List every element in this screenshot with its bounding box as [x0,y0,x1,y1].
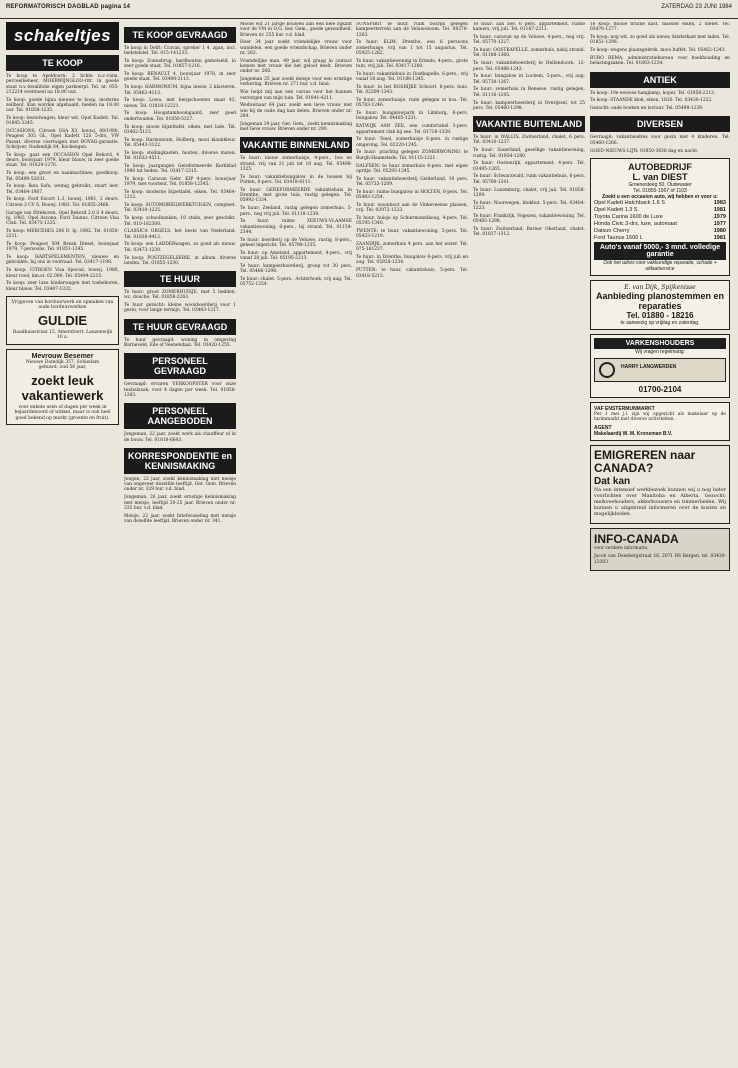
classified-ad: BURO REMA, administratiebureau voor boekhouding en belastingzaken. Tel. 01803-1234. [590,55,730,67]
classified-ad: Te huur: vakantieboerderij te Hellendoorn, 12-pers. Tel. 05486-1243. [473,61,585,72]
column-6 [590,22,730,1064]
classified-ad: Te koop: Peugeot 504 Break Diesel, bouwjaar 1979, 7-persoons. Tel. 01851-1345. [6,242,119,253]
classified-ad: Wie helpt mij aan een cursus voor het kunnen verzorgen van mijn tuin. Tel. 01841-4211. [240,90,352,101]
autobedrijf-ad [590,158,730,276]
autobedrijf-name: L. van DIEST [632,171,688,182]
classified-ad: Te koop: zeer luxe kinderwagen met toebehoren, kleur blauw. Tel. 03407-1332. [6,281,119,292]
classified-ad: Te huur: Noorwegen, blokhut, 5-pers. Tel. 03404-1223. [473,200,585,211]
classified-ad: TWENTE: te huur, vakantiewoning, 5-pers. Tel. 05433-1219. [356,229,468,240]
agent-ad-title: VAF ENSTERMUNMARKT [594,405,655,412]
classified-ad: Te koop: bestelwagen, kleur wit, Opel Kadett. Tel. 01845-2245. [6,116,119,127]
classified-ad: Te huur: in WALLIS, Zwitserland, chalet, 6 pers. Tel. 03410-1237. [473,135,585,146]
classified-ad: Te huur: Oostenrijk, appartement, 4-pers. Tel. 03495-1265. [473,161,585,172]
schakeltjes-logo: schakeltjes [6,22,119,50]
car-row [594,221,726,228]
classified-ad: OCCASIONS. Citroen GSA X3, bouwj. 08/1980, Peugeot 305 GL, Opel Kadett 12S 5-drs, VW Passat, diverse voertuigen met BOVAG-garantie. Schrijver, Oudendijk 84, Kockengen. [6,129,119,151]
car-row [594,207,726,214]
classified-ad: Te huur: vakantieboerderij Gelderland, 10 pers. Tel. 05733-1209. [356,176,468,187]
section-title: KORRESPONDENTIE en KENNISMAKING [124,448,236,474]
vakantiewerk-ad-line3: gehuwd, oud 56 jaar, [38,365,87,371]
car-row [594,200,726,207]
car-row [594,235,726,242]
section-title-vakantie-buitenland: VAKANTIE BUITENLAND [473,116,585,132]
car-model: Honda Civic 3-drs, luxe, automaat [594,221,677,228]
car-year: 1981 [713,235,726,242]
classified-ad: Te koop: nog wit, zo goed als nieuw, kinderkast met lades. Tel. 01851-1298. [590,35,730,46]
classified-ad: PUTTEN: te huur, vakantiehuis, 5-pers. Tel. 03418-5213. [356,268,468,279]
classified-ad: Gevraagd: vakantieadres voor gezin met 4 kinderen. Tel. 05460-1266. [590,135,730,146]
classified-ad: Te huur: Frankrijk, Vogezen, vakantiewoning. Tel. 05485-1298. [473,213,585,225]
classified-ad: Te huur: GEREFORMEERDE vakantiehuis in Drenthe, met grote tuin, rustig gelegen. Tel. 05992-1334. [240,187,352,204]
varkenshouders-title: VARKENSHOUDERS [594,338,726,349]
classified-ad: Garage van Ettekoven, Opel Rekord 2.0 S 4 deurs, bj. 1982, Opel Ascona, Ford Taunus, Citroen Visa Club. Tel. 03473-1235. [6,210,119,227]
car-year: 1980 [713,228,726,235]
classified-ad: Te huur gevraagd: woning in omgeving Barneveld, Ede of Veenendaal. Tel. 03420-1255. [124,337,236,349]
car-model: Toyota Carina 1600 de Luxe [594,214,663,221]
car-year: 1977 [713,221,726,228]
column-2 [124,22,236,1064]
classified-ad: Jongeman, 26 jaar, zoekt ernstige kennismaking met meisje, leeftijd 20-25 jaar. Brieven onder nr. 335 bur. v.d. blad. [124,495,236,511]
classified-ad: Te huur: Schwarzwald, ruim vakantiehuis, 6-pers. Tel. 05700-1241. [473,174,585,185]
classified-ad: GOED-NIEUWS-LIJN: 01850-3838 dag en nacht. [590,148,699,154]
classified-ad: Vriendelijke man, 49 jaar, wil graag in contact komen met vrouw die het geloof deelt. Brieven onder nr. 268. [240,58,352,75]
car-model: Opel Kadett 1.3 S [594,207,638,214]
classified-ad: Te koop: Lowa, met bergschoenen maat 42, nieuw. Tel. 01818-12221. [124,98,236,109]
classified-ad: Te huur: chalet, 5-pers., Achterhoek, vrij aug. Tel. 05752-1254. [240,276,352,288]
classified-ad: Te huur: ruime bungalow in HOLTEN, 6-pers. Tel. 05483-1254. [356,189,468,201]
section-title: TE HUUR GEVRAAGD [124,319,236,335]
classified-ad: Te koop: stellingkasten, houten, diverse maten. Tel. 01832-4511. [124,150,236,162]
col5-ads [473,22,585,111]
autobedrijf-title: AUTOBEDRIJF [628,161,692,172]
vakantiewerk-ad-line1: Mevrouw Besemer [31,352,94,360]
vakantiewerk-ad-line2: Nieuwe Damdijk 357, Schiedam [25,359,100,365]
autobedrijf-footer2: Ook het adres voor vakkundige reparatie, schade + uitlaatservice [603,259,717,272]
classified-ad: Te koop: Ford Escort 1.3, bouwj. 1981, 2 deurs, Citroen 2 CV 6, Bouwj. 1983. Tel. 01855-2466. [6,197,119,208]
piano-ad-name: E. van Dijk, Spijkenisse [624,283,696,291]
classified-ad: Te koop: Zonnebrug, hardhouten gemetseld, in zeer goede staat. Tel. 01857-1216. [124,59,236,70]
section-title-diversen: DIVERSEN [590,116,730,132]
classified-ad: Mooie wit 21 jarige bouwen aan een hele zijkant voor de VM in O.G. Ger. Gem., goede gezondheid. Brieven nr. 255 bur. v.d. blad. [240,22,352,38]
classified-ad: Te huur: bungalowpark in Limburg, 6-pers. bungalow. Tel. 04405-1231. [356,111,468,122]
classified-ad: Jongeman 25 jaar zoekt meisje voor een ernstige verkering. Brieven nr. 271 bur. v.d. blad. [240,77,352,88]
autobedrijf-car-table [594,200,726,242]
classified-ad: KATWIJK AAN ZEE, een comfortabel 3-pers. appartement vlak bij zee. Tel. 01718-1329. [356,124,468,135]
classified-ad: CLASSICA ORGELS, het beste van Nederland. Tel. 01818-4412. [124,229,236,240]
car-model: Datsun Cherry [594,228,630,235]
classified-ad: Te huur: kampeerboerderij in Overijssel, tot 25 pers. Tel. 05460-1298. [473,100,585,111]
classified-ad: Te huur: vakantiewoning in Ermelo, 4-pers., grote tuin, vrij juli. Tel. 03417-1260. [356,58,468,70]
classified-ad: Jongeman, 22 jaar, zoekt werk als chauffeur of in de bouw. Tel. 01818-6643. [124,432,236,443]
harry-langwerden-name: HARRY LANGWERDEN [621,363,677,370]
classified-ad: Te koop: Hoogstamboomgaard, zeer goed onderhouden. Tel. 01850-5327. [124,111,236,122]
classified-ad: Te koop: HARTSPELEMENTEN, nieuwe en gebruikte, bij ons in voorraad. Tel. 03417-1198. [6,255,119,266]
classified-ad: Te koop: AUTOMOBIELWERKTUIGEN, compleet. Tel. 03410-1225. [124,203,236,214]
classified-ad: DALFSEN: te huur zomerhuis 4-pers. met eigen opritje. Tel. 05293-1245. [356,163,468,174]
section-title-antiek: ANTIEK [590,72,730,88]
classified-ad: Te koop te Apeldoorn: 2 lichte n.v.-ruim, perceelbeheer, MOERWIJNGLOO-ritr. in goede staat n.v.-kwalifolie eigen parkeerpl. Tel. nr. 055-212214 eventueel na 18.00 uur. [6,74,119,95]
classified-ad: Te koop: 19e eeuwse hanglamp, koper. Tel. 01858-2213. [590,90,716,96]
classified-ad: Te huur: boerderij op de Veluwe, rustig, 8-pers., geheel ingericht. Tel. 05788-1235. [240,237,352,248]
page-header [0,0,738,19]
classified-ad: Te koop: STAANDE klok, eiken, 1820. Tel. 03430-1222. [590,98,713,104]
classified-ad: Te koop: MERCEDES 200 D, bj. 1982. Tel. 01858-2211. [6,228,119,240]
guldie-ad-name: GULDIE [37,312,88,328]
emigreren-body: Na een intensief werkbezoek kunnen wij u nog beter voorlichten over Manitoba en Alberta. Gezocht: melkveehouders, akkerbouwers en timmerlieden. Wij kunnen u uitgebreid informeren over de kosten en mogelijkheden. [594,487,726,517]
page-header-right: ZATERDAG 23 JUNI 1984 [661,4,732,10]
classified-ad: Te koop: jaargangen Gereformeerde Kerkblad 1980 tot heden. Tel. 03417-2215. [124,163,236,175]
emigreren-ad [590,445,730,525]
classified-ad: Te koop: RENAULT 4, bouwjaar 1978, in zeer goede staat. Tel. 03498-2113. [124,72,236,83]
classified-ad: Te huur: in het BOSRIJKE Schoorl, 6-pers. huis. Tel. 02209-1343. [356,84,468,96]
car-model: Opel Kadett Hatchback 1.6 S [594,200,665,207]
classified-ad: Te huur: zomerhuisje, ruim gelegen in bos. Tel. 05783-1246. [356,98,468,109]
classified-ad: Te huur: vakantiehuis in Oostkapelle, 6-pers., vrij vanaf 18 aug. Tel. 01188-1245. [356,71,468,83]
classified-ad: Te huur: kampeerboerderij, groep tot 30 pers. Tel. 05466-1298. [240,263,352,275]
classified-ad: Te huur: in Drenthe, bungalow 6-pers. vrij juli en aug. Tel. 05928-1234. [356,255,468,266]
classified-ad: ZAANDIJK: zomerhuis 4 pers. aan het water. Tel. 075-161237. [356,242,468,253]
varkenshouders-ad [590,334,730,398]
col6-ads3 [590,135,730,153]
classified-ad: Te huur: ELIM, Drenthe, een 6 persoons zomerhuisje, vrij van 1 tot 15 augustus. Tel. 05925-1262. [356,40,468,56]
classified-ad: Meisje, 22 jaar, zoekt briefwisseling met meisje van dezelfde leeftijd. Brieven onder nr. 341. [124,513,236,524]
section-title: PERSONEEL AANGEBODEN [124,403,236,429]
piano-ad-phone: Tel. 01880 - 18216 [626,310,694,320]
classified-ad: Jongen, 22 jaar, zoekt kennismaking met meisje van ongeveer dezelfde leeftijd, Ger. Gem. Brieven onder nr. 329 bur. v.d. blad. [124,476,236,493]
guldie-ad-title: Vrijgeven van borduurwerk en opmaken van oude borduurwerken [11,299,114,311]
car-year: 1979 [713,214,726,221]
classified-ad: Te koop: mooie bijzettafel, eiken, met lade. Tel. 03402-5123. [124,124,236,135]
classified-ad: Te huur: zomerhuis in Renesse, rustig gelegen. Tel. 01116-1245. [473,87,585,98]
classified-ad: Te koop: POSTZEGELSERIE, in album, diverse landen. Tel. 01855-1230. [124,255,236,266]
section-title: TE KOOP GEVRAAGD [124,27,236,43]
info-canada-title: INFO-CANADA [594,532,679,547]
car-row [594,228,726,235]
vakantiewerk-ad-headline: zoekt leuk vakantiewerk [21,372,104,403]
classified-ad: Te huur gezocht: kleine woonboerderij voor 1 gezin, voor lange termijn. Tel. 03483-1217. [124,303,236,314]
page-header-left: REFORMATORISCH DAGBLAD pagina 14 [6,4,131,10]
classified-ad: Te huur: prachtig gelegen ZOMERWONING te Burgh-Haamstede. Tel. 01115-1221. [356,150,468,161]
col1-ads [6,74,119,292]
classified-ad: Te huur: groot ZOMERHUISJE, met 5 bedden, wc, douche. Tel. 01858-2263. [124,290,236,301]
classified-ad: Te koop: mooie bruine kast, massief eiken, 2 meter. Tel. 03476-1277. [590,22,730,33]
guldie-ad-sub: Raadhuisstraat 15, Amersfoort. Lanzenwijk 10 a. [12,329,113,341]
classified-ad: Te koop: CITROEN Visa Special, bouwj. 1980, kleur rood, km.st. 62.000. Tel. 05494-2215. [6,268,119,279]
vakantiewerk-ad [6,349,119,426]
classified-ad: Te huur: op Ameland, appartement, 4-pers., vrij vanaf 28 juli. Tel. 05195-2213. [240,250,352,262]
agent-ad-head: AGENT [594,424,612,431]
agent-ad-contact: Makelaardij W. M. Kroneman B.V. [594,430,673,437]
info-canada-address: Jacob van Doesbergstraat 16, 2071 BS Bergen, tel. 03430-13303 [594,554,726,565]
column-4 [356,22,468,1064]
column-5 [473,22,585,1064]
varkenshouders-phone: 01700-2104 [638,384,682,394]
classified-ad: Te huur: nieuw zomerhuisje, 4-pers., bos en strand, vrij van 21 juli tot 18 aug. Tel. 05498-1325. [240,156,352,172]
car-year: 1981 [713,207,726,214]
car-year: 1983 [713,200,726,207]
classified-ad: Te koop: moderne bijzettafel, eiken. Tel. 05464-1212. [124,190,236,201]
classified-ad: Gevraagd: ervaren VERKOOPSTER voor onze textielzaak, voor 4 dagen per week. Tel. 01858-1263. [124,382,236,398]
classified-ad: Te koop: wegens plaatsgebrek, mooi buffet. Tel. 05462-1243. [590,48,726,54]
classified-ad: Te koop: Ikea Sofa, weinig gebruikt, zwart leer. Tel. 03404-1987. [6,184,119,195]
section-title: PERSONEEL GEVRAAGD [124,353,236,379]
autobedrijf-phone: Tel. 01855-1567 of 1103 [633,187,687,194]
classified-ad: Te koop: gaat een OCCASION Opel Rekord, 4 deurs, bouwjaar 1979, kleur blauw, in zeer goede staat. Tel. 01824-1276. [6,152,119,169]
classified-ad: Te huur: ruime ZEEUWS-VLAAMSE vakantiewoning, 6-pers., bij strand. Tel. 01154-2344. [240,219,352,235]
col6-ads [590,22,730,67]
classified-ad: Te huur: caravan op de Veluwe, 4-pers., nog vrij. Tel. 05770-1227. [473,35,585,46]
column-3 [240,22,352,1064]
agent-ad-body: Per 1 mei j.l. zijn wij opgericht als makelaar op de tarimmarkt met diverse activiteiten. [594,411,726,423]
col6-ads2 [590,91,730,112]
classified-ad: Te koop: goede bijna nieuwe te koop, moderne zeilboot. Kan worden afgehaald, bieden na 18.00 uur. Tel. 01858-1235. [6,97,119,114]
classified-ad: Te koop: Harmonium, Hofberg, mooi klankkleur. Tel. 05443-3122. [124,137,236,148]
classified-ad: Te huur: Texel, zomerhuisje 6-pers. in rustige omgeving. Tel. 02220-1245. [356,137,468,148]
classified-ad: Te koop: schoolbanken, 10 stuks, zeer geschikt. Tel. 010-182300. [124,216,236,227]
autobedrijf-footer: Auto's vanaf 5000,- 3 mnd. volledige garantie [594,242,726,260]
col5-ads2 [473,135,585,237]
autobedrijf-tagline: Zoekt u een occasion auto, wij hebben er voor u: [602,193,718,200]
classified-ad: Te huur: woonboot aan de Vinkeveense plassen, vrij. Tel. 02972-1223. [356,202,468,214]
info-canada-sub: voor verdere informatie, [594,546,649,552]
classified-ad: Te koop: een groot en naaimachines, goedkoop. Tel. 05490-52031. [6,171,119,182]
classified-ad: Te koop in Delft: Cravan, spreker 1 4, zgan, incl. bedstelstel. Tel. 015-141233. [124,46,236,57]
classified-ad: Te huur: Zwitserland, Berner Oberland, chalet. Tel. 01817-1312. [473,226,585,238]
classified-ad: Gezocht: oude boeken en lectuur. Tel. 05498-1239. [590,106,704,112]
classified-ad: Heer 34 jaar zoekt vriendelijke vrouw voor wandelen, een goede vriendschap. Brieven onder nr. 262. [240,40,352,56]
column-1 [6,22,119,1064]
emigreren-title: EMIGREREN naar CANADA? [594,447,696,475]
car-row [594,214,726,221]
piano-ad-sub: te aanwezig op vrijdag en zaterdag. [620,319,700,326]
section-title: TE HUUR [124,271,236,287]
section-title: VAKANTIE BINNENLAND [240,137,352,153]
classified-ad: Te koop: HARMONIUM, bijna nieuw, 2 klavieren. Tel. 05462-4113. [124,85,236,96]
section-title-te-koop: TE KOOP [6,55,119,71]
classified-ad: Te huur: Zeeland, rustig gelegen zomerhuis, 5-pers., nog vrij juli. Tel. 01118-1239. [240,206,352,217]
classified-ad: Te koop: een LADDERwagen, zo goed als nieuw. Tel. 03473-1230. [124,242,236,253]
autobedrijf-address: Groenesteeg 50, Oudewater [628,181,692,188]
company-emblem-icon [599,362,615,378]
vakantiewerk-ad-body: voor enkele uren of dagen per week in bejaardenoord of winkel, maar is ook heel goed bekend op markt (groente en fruit). [14,404,111,421]
classified-ad: Te huur: bungalow in Lochem, 5-pers., vrij aug. Tel. 05730-1267. [473,74,585,85]
classified-ad: Te huur: Sauerland, gezellige vakantiewoning, rustig. Tel. 01854-1280. [473,148,585,159]
harry-langwerden-logo [594,358,726,382]
classified-ad: Te huur: vakantiebungalow in de bossen bij Putten, 6-pers. Tel. 03418-4111. [240,174,352,186]
emigreren-sub: Dat kan [594,475,631,487]
classified-ad: Jongeman 39 jaar, Ger. Gem., zoekt kennismaking met lieve vrouw. Brieven onder nr. 290. [240,121,352,133]
classified-ad: Te huur: huisje op Schiermonnikoog, 4-pers. Tel. 05195-1340. [356,215,468,227]
classified-ad: Weduwnaar 64 jaar, zoekt een lieve vrouw met wie hij de oude dag kan delen. Brieven onder nr. 284. [240,103,352,119]
agent-ad [590,402,730,441]
classified-ad: Te koop: Caravan Gebr. KIP 4-pers. bouwjaar 1979, met voortent. Tel. 01858-12345. [124,176,236,188]
classified-ad: Te huur: aan zee, 6 pers. appartement, ruime kamers, vrij juli. Tel. 01187-2211. [473,22,585,33]
car-model: Ford Taunus 1600 L [594,235,643,242]
guldie-ad [6,296,119,345]
classified-ad: Te huur: Luxemburg, chalet, vrij juli. Tel. 01858-1209. [473,187,585,198]
piano-ad [590,280,730,330]
info-canada-ad [590,528,730,571]
piano-ad-headline: Aanbieding planostemmen en reparaties [595,290,725,311]
varkenshouders-sub: Wij vragen regelmatig: [635,348,685,355]
classified-ad: Te huur: OOSTKAPELLE, zomerhuis, nabij strand. Tel. 01188-1360. [473,48,585,59]
classified-ad: SUNSPIRIT te huur, ruim bosrijk gelegen kampeerterrein aan de Veluwezoom. Tel. 08370-1263. [356,22,468,38]
